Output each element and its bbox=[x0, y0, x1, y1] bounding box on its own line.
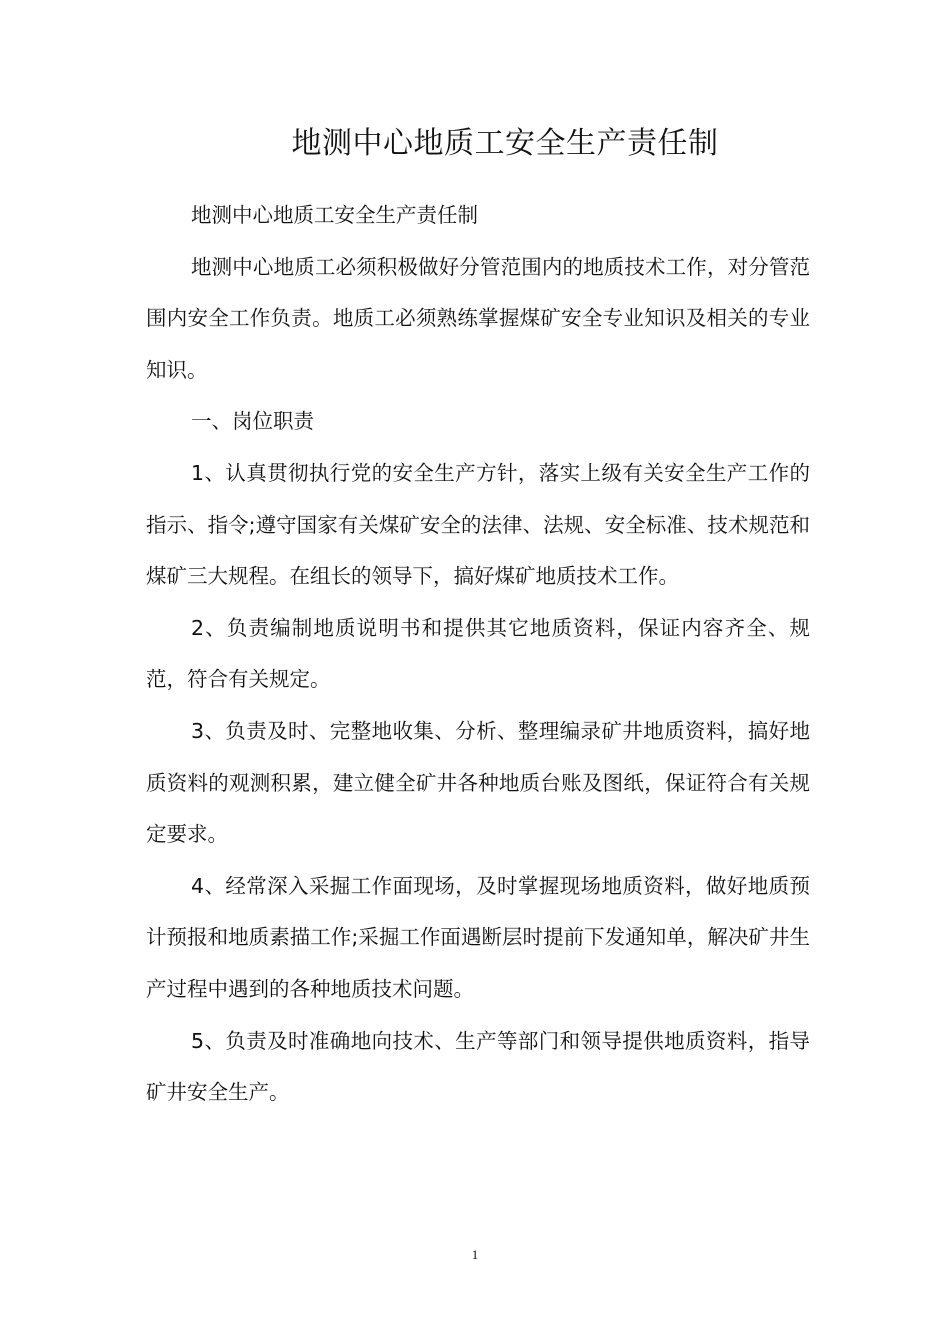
document-title: 地测中心地质工安全生产责任制 bbox=[291, 126, 719, 161]
document-body bbox=[146, 190, 810, 1119]
duty-item-4: 4、经常深入采掘工作面现场，及时掌握现场地质资料，做好地质预计预报和地质素描工作;采掘工作面遇断层时提前下发通知单，解决矿井生产过程中遇到的各种地质技术问题。 bbox=[146, 873, 810, 1001]
duty-item-5: 5、负责及时准确地向技术、生产等部门和领导提供地质资料，指导矿井安全生产。 bbox=[146, 1028, 810, 1105]
duty-item-3: 3、负责及时、完整地收集、分析、整理编录矿井地质资料，搞好地质资料的观测积累，建立健全矿井各种地质台账及图纸，保证符合有关规定要求。 bbox=[146, 718, 810, 847]
duty-item-2: 2、负责编制地质说明书和提供其它地质资料，保证内容齐全、规范，符合有关规定。 bbox=[146, 615, 810, 692]
duty-item-1: 1、认真贯彻执行党的安全生产方针，落实上级有关安全生产工作的指示、指令;遵守国家有关煤矿安全的法律、法规、安全标准、技术规范和煤矿三大规程。在组长的领导下，搞好煤矿地质技术工作。 bbox=[146, 460, 810, 589]
page-number: 1 bbox=[471, 1247, 479, 1262]
section-heading-duties: 一、岗位职责 bbox=[191, 409, 314, 434]
paragraph-intro: 地测中心地质工必须积极做好分管范围内的地质技术工作，对分管范围内安全工作负责。地质工必须熟练掌握煤矿安全专业知识及相关的专业知识。 bbox=[146, 254, 810, 382]
paragraph-heading: 地测中心地质工安全生产责任制 bbox=[191, 203, 478, 227]
